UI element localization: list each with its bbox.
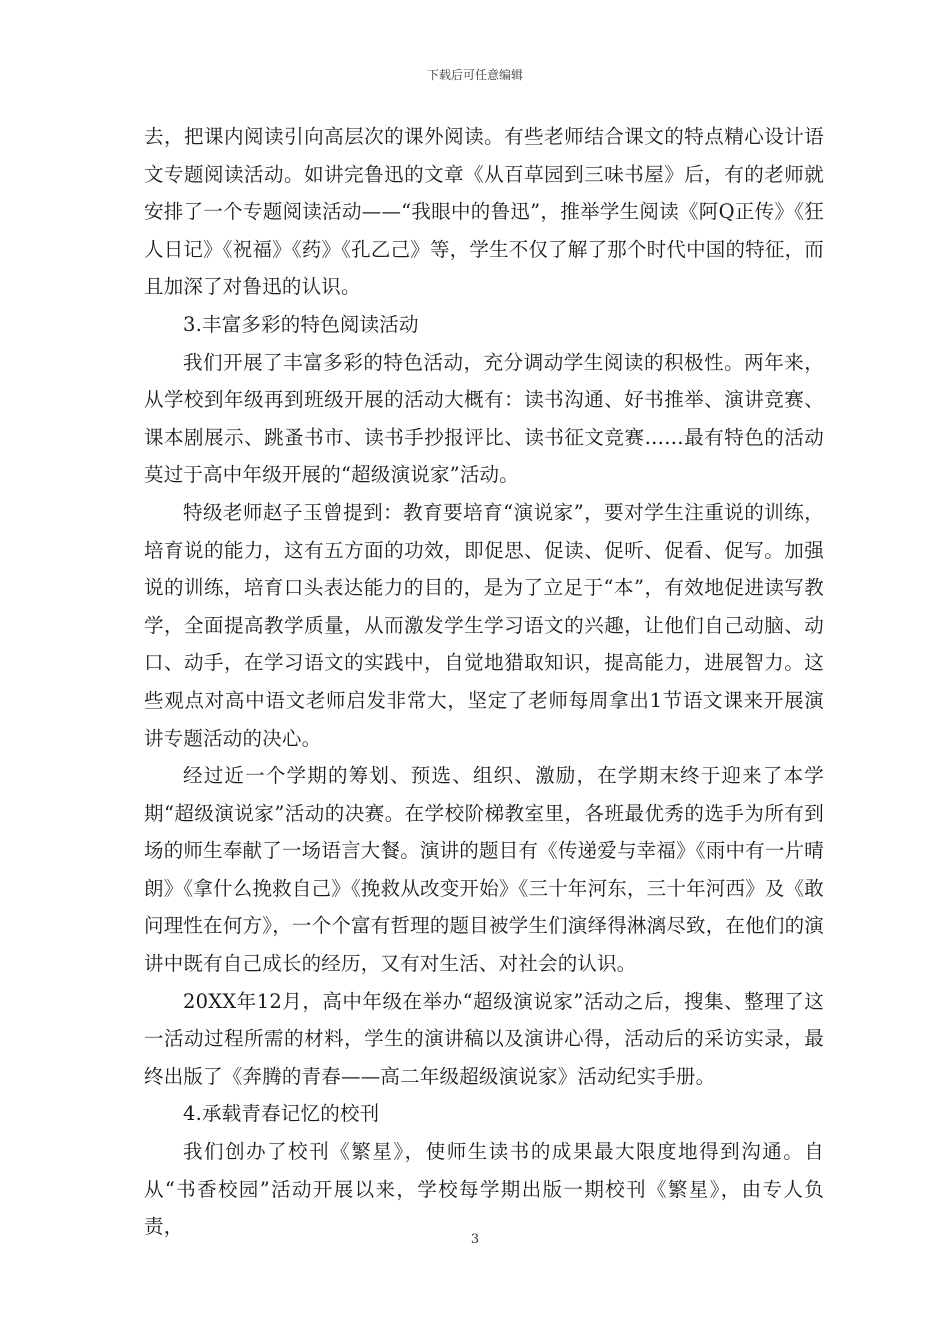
paragraph-continuation: 去，把课内阅读引向高层次的课外阅读。有些老师结合课文的特点精心设计语文专题阅读活动。如讲完鲁迅的文章《从百草园到三味书屋》后，有的老师就安排了一个专题阅读活动——“我眼中的鲁迅”，推举学生阅读《阿Q正传》《狂人日记》《祝福》《药》《孔乙己》等，学生不仅了解了那个时代中国的特征，而且加深了对鲁迅的认识。 — [144, 125, 824, 299]
document-body — [144, 118, 824, 1246]
paragraph-finals: 经过近一个学期的筹划、预选、组织、激励，在学期末终于迎来了本学期“超级演说家”活动的决赛。在学校阶梯教室里，各班最优秀的选手为所有到场的师生奉献了一场语言大餐。演讲的题目有《传递爱与幸福》《雨中有一片晴朗》《拿什么挽救自己》《挽救从改变开始》《三十年河东，三十年河西》及《敢问理性在何方》，一个个富有哲理的题目被学生们演绎得淋漓尽致，在他们的演讲中既有自己成长的经历，又有对生活、对社会的认识。 — [144, 764, 824, 976]
paragraph-activities: 我们开展了丰富多彩的特色活动，充分调动学生阅读的积极性。两年来，从学校到年级再到班级开展的活动大概有：读书沟通、好书推举、演讲竞赛、课本剧展示、跳蚤书市、读书手抄报评比、读书征文竞赛……最有特色的活动莫过于高中年级开展的“超级演说家”活动。 — [144, 350, 824, 487]
section-heading-3: 3.丰富多彩的特色阅读活动 — [183, 312, 419, 336]
paragraph-school-magazine: 我们创办了校刊《繁星》，使师生读书的成果最大限度地得到沟通。自从“书香校园”活动开展以来，学校每学期出版一期校刊《繁星》，由专人负责， — [144, 1140, 824, 1239]
page-number: 3 — [470, 1232, 480, 1247]
paragraph-speech-training: 特级老师赵子玉曾提到：教育要培育“演说家”，要对学生注重说的训练，培育说的能力，这有五方面的功效，即促思、促读、促听、促看、促写。加强说的训练，培育口头表达能力的目的，是为了立足于“本”，有效地促进读写教学，全面提高教学质量，从而激发学生学习语文的兴趣，让他们自己动脑、动口、动手，在学习语文的实践中，自觉地猎取知识，提高能力，进展智力。这些观点对高中语文老师启发非常大，坚定了老师每周拿出1节语文课来开展演讲专题活动的决心。 — [144, 500, 824, 750]
page-header: 下载后可任意编辑 — [426, 68, 523, 82]
section-heading-4: 4.承载青春记忆的校刊 — [183, 1102, 380, 1126]
paragraph-handbook: 20XX年12月，高中年级在举办“超级演说家”活动之后，搜集、整理了这一活动过程所需的材料，学生的演讲稿以及演讲心得，活动后的采访实录，最终出版了《奔腾的青春——高二年级超级演说家》活动纪实手册。 — [144, 989, 824, 1088]
